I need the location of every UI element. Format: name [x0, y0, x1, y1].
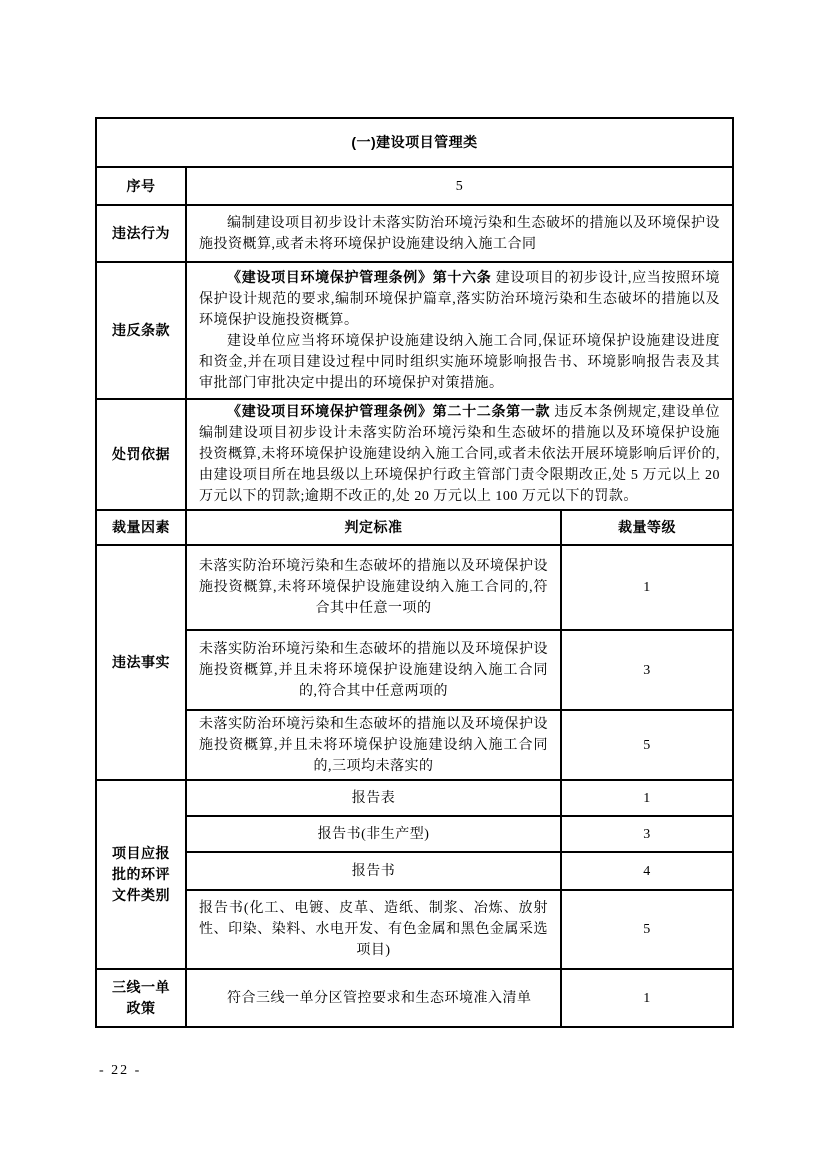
violated-clause-cell [186, 262, 733, 399]
header-judgment-criteria: 判定标准 [186, 510, 561, 545]
eia-category-level-3: 4 [561, 852, 733, 890]
three-lines-criteria: 符合三线一单分区管控要求和生态环境准入清单 [186, 969, 561, 1027]
eia-category-level-2: 3 [561, 816, 733, 852]
header-discretion-factor: 裁量因素 [96, 510, 186, 545]
eia-category-criteria-1: 报告表 [186, 780, 561, 816]
row-label-illegal-act: 违法行为 [96, 205, 186, 262]
illegal-facts-level-2: 3 [561, 630, 733, 710]
illegal-facts-criteria-1: 未落实防治环境污染和生态破坏的措施以及环境保护设施投资概算,未将环境保护设施建设纳入施工合同的,符合其中任意一项的 [186, 545, 561, 630]
table-row [96, 710, 733, 780]
table-row [96, 816, 733, 852]
table-row [96, 852, 733, 890]
table-row [96, 969, 733, 1027]
serial-number-value: 5 [186, 167, 733, 205]
illegal-act-cell [186, 205, 733, 262]
penalty-basis-citation: 《建设项目环境保护管理条例》第二十二条第一款 [227, 405, 551, 420]
row-label-three-lines-one-list: 三线一单政策 [96, 969, 186, 1027]
penalty-basis-cell [186, 399, 733, 510]
illegal-facts-criteria-3: 未落实防治环境污染和生态破坏的措施以及环境保护设施投资概算,并且未将环境保护设施建设纳入施工合同的,三项均未落实的 [186, 710, 561, 780]
table-row [96, 545, 733, 630]
violated-clause-paragraph-1 [199, 268, 720, 331]
table-row [96, 262, 733, 399]
violated-clause-citation: 《建设项目环境保护管理条例》第十六条 [227, 270, 492, 286]
table-row [96, 890, 733, 969]
illegal-act-text: 编制建设项目初步设计未落实防治环境污染和生态破坏的措施以及环境保护设施投资概算,或者未将环境保护设施建设纳入施工合同 [199, 215, 721, 252]
row-label-penalty-basis: 处罚依据 [96, 399, 186, 510]
table-row [96, 399, 733, 510]
table-row [96, 118, 733, 167]
violated-clause-text-1: 建设项目的初步设计,应当按照环境保护设计规范的要求,编制环境保护篇章,落实防治环境污染和生态破坏的措施以及环境保护设施投资概算。 [199, 270, 721, 328]
row-label-illegal-facts: 违法事实 [96, 545, 186, 780]
row-label-serial-number: 序号 [96, 167, 186, 205]
penalty-basis-text: 违反本条例规定,建设单位编制建设项目初步设计未落实防治环境污染和生态破坏的措施以及环境保护设施投资概算,未将环境保护设施建设纳入施工合同,或者未依法开展环境影响后评价的,由建设项目所在地县级以上环境保护行政主管部门责令限期改正,处 5 万元以上 20 万元以下的罚款;逾期不改正的,处 20 万元以上 100 万元以下的罚款。 [199, 405, 721, 504]
table-row [96, 630, 733, 710]
illegal-facts-criteria-2: 未落实防治环境污染和生态破坏的措施以及环境保护设施投资概算,并且未将环境保护设施建设纳入施工合同的,符合其中任意两项的 [186, 630, 561, 710]
eia-category-criteria-3: 报告书 [186, 852, 561, 890]
illegal-facts-level-1: 1 [561, 545, 733, 630]
table-row [96, 167, 733, 205]
table-row [96, 205, 733, 262]
page-title: (一)建设项目管理类 [96, 118, 733, 167]
three-lines-level: 1 [561, 969, 733, 1027]
table-header-row [96, 510, 733, 545]
eia-category-level-1: 1 [561, 780, 733, 816]
eia-category-criteria-4: 报告书(化工、电镀、皮革、造纸、制浆、冶炼、放射性、印染、染料、水电开发、有色金属和黑色金属采选项目) [186, 890, 561, 969]
table-row [96, 780, 733, 816]
violated-clause-paragraph-2: 建设单位应当将环境保护设施建设纳入施工合同,保证环境保护设施建设进度和资金,并在项目建设过程中同时组织实施环境影响报告书、环境影响报告表及其审批部门审批决定中提出的环境保护对策措施。 [199, 333, 721, 391]
eia-category-criteria-2: 报告书(非生产型) [186, 816, 561, 852]
penalty-discretion-table [95, 117, 734, 1028]
page-number: - 22 - [99, 1063, 142, 1078]
illegal-facts-level-3: 5 [561, 710, 733, 780]
row-label-violated-clause: 违反条款 [96, 262, 186, 399]
penalty-basis-paragraph [199, 402, 720, 507]
header-discretion-level: 裁量等级 [561, 510, 733, 545]
eia-category-level-4: 5 [561, 890, 733, 969]
row-label-eia-document-category: 项目应报批的环评文件类别 [96, 780, 186, 969]
